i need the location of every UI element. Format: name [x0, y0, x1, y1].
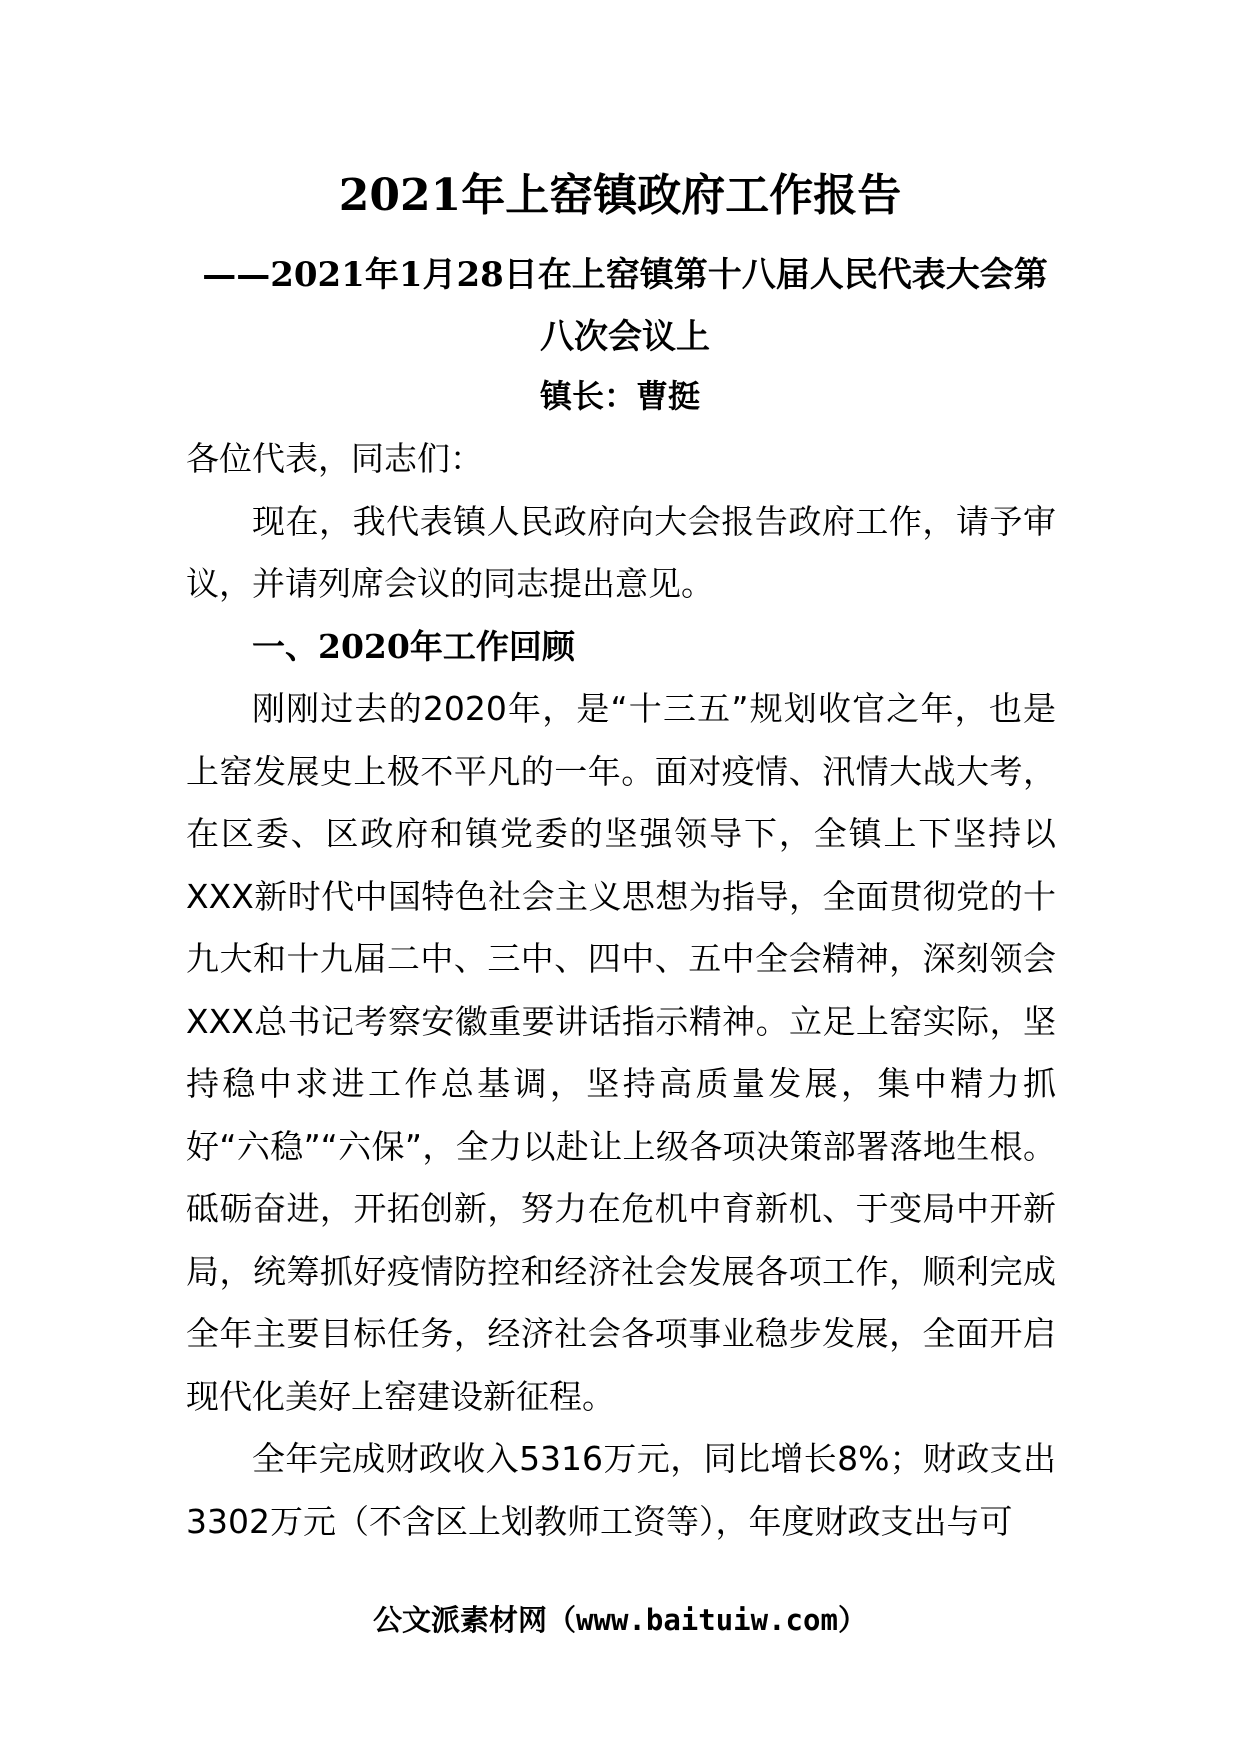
speaker-line: 镇长：曹挺 — [539, 377, 700, 415]
salutation: 各位代表，同志们： — [186, 439, 483, 478]
review-paragraph: 刚刚过去的2020年，是“十三五”规划收官之年，也是上窑发展史上极不平凡的一年。面对疫情、汛情大战大考，在区委、区政府和镇党委的坚强领导下，全镇上下坚持以XXX新时代中国特色社会主义思想为指导，全面贯彻党的十九大和十九届二中、三中、四中、五中全会精神，深刻领会XXX总书记考察安徽重要讲话指示精神。立足上窑实际，坚持稳中求进工作总基调，坚持高质量发展，集中精力抓好“六稳”“六保”，全力以赴让上级各项决策部署落地生根。砥砺奋进，开拓创新，努力在危机中育新机、于变局中开新局，统筹抓好疫情防控和经济社会发展各项工作，顺利完成全年主要目标任务，经济社会各项事业稳步发展，全面开启现代化美好上窑建设新征程。 — [186, 689, 1056, 1416]
document-subtitle: ——2021年1月28日在上窑镇第十八届人民代表大会第八次会议上 — [202, 255, 1048, 357]
document-body — [186, 428, 1056, 1553]
section-heading: 一、2020年工作回顾 — [252, 626, 575, 666]
finance-paragraph: 全年完成财政收入5316万元，同比增长8%；财政支出3302万元（不含区上划教师工资等），年度财政支出与可 — [186, 1439, 1056, 1541]
footer-watermark: 公文派素材网（www.baituiw.com） — [373, 1603, 867, 1637]
intro-paragraph: 现在，我代表镇人民政府向大会报告政府工作，请予审议，并请列席会议的同志提出意见。 — [186, 501, 1056, 603]
document-title: 2021年上窑镇政府工作报告 — [338, 170, 902, 221]
